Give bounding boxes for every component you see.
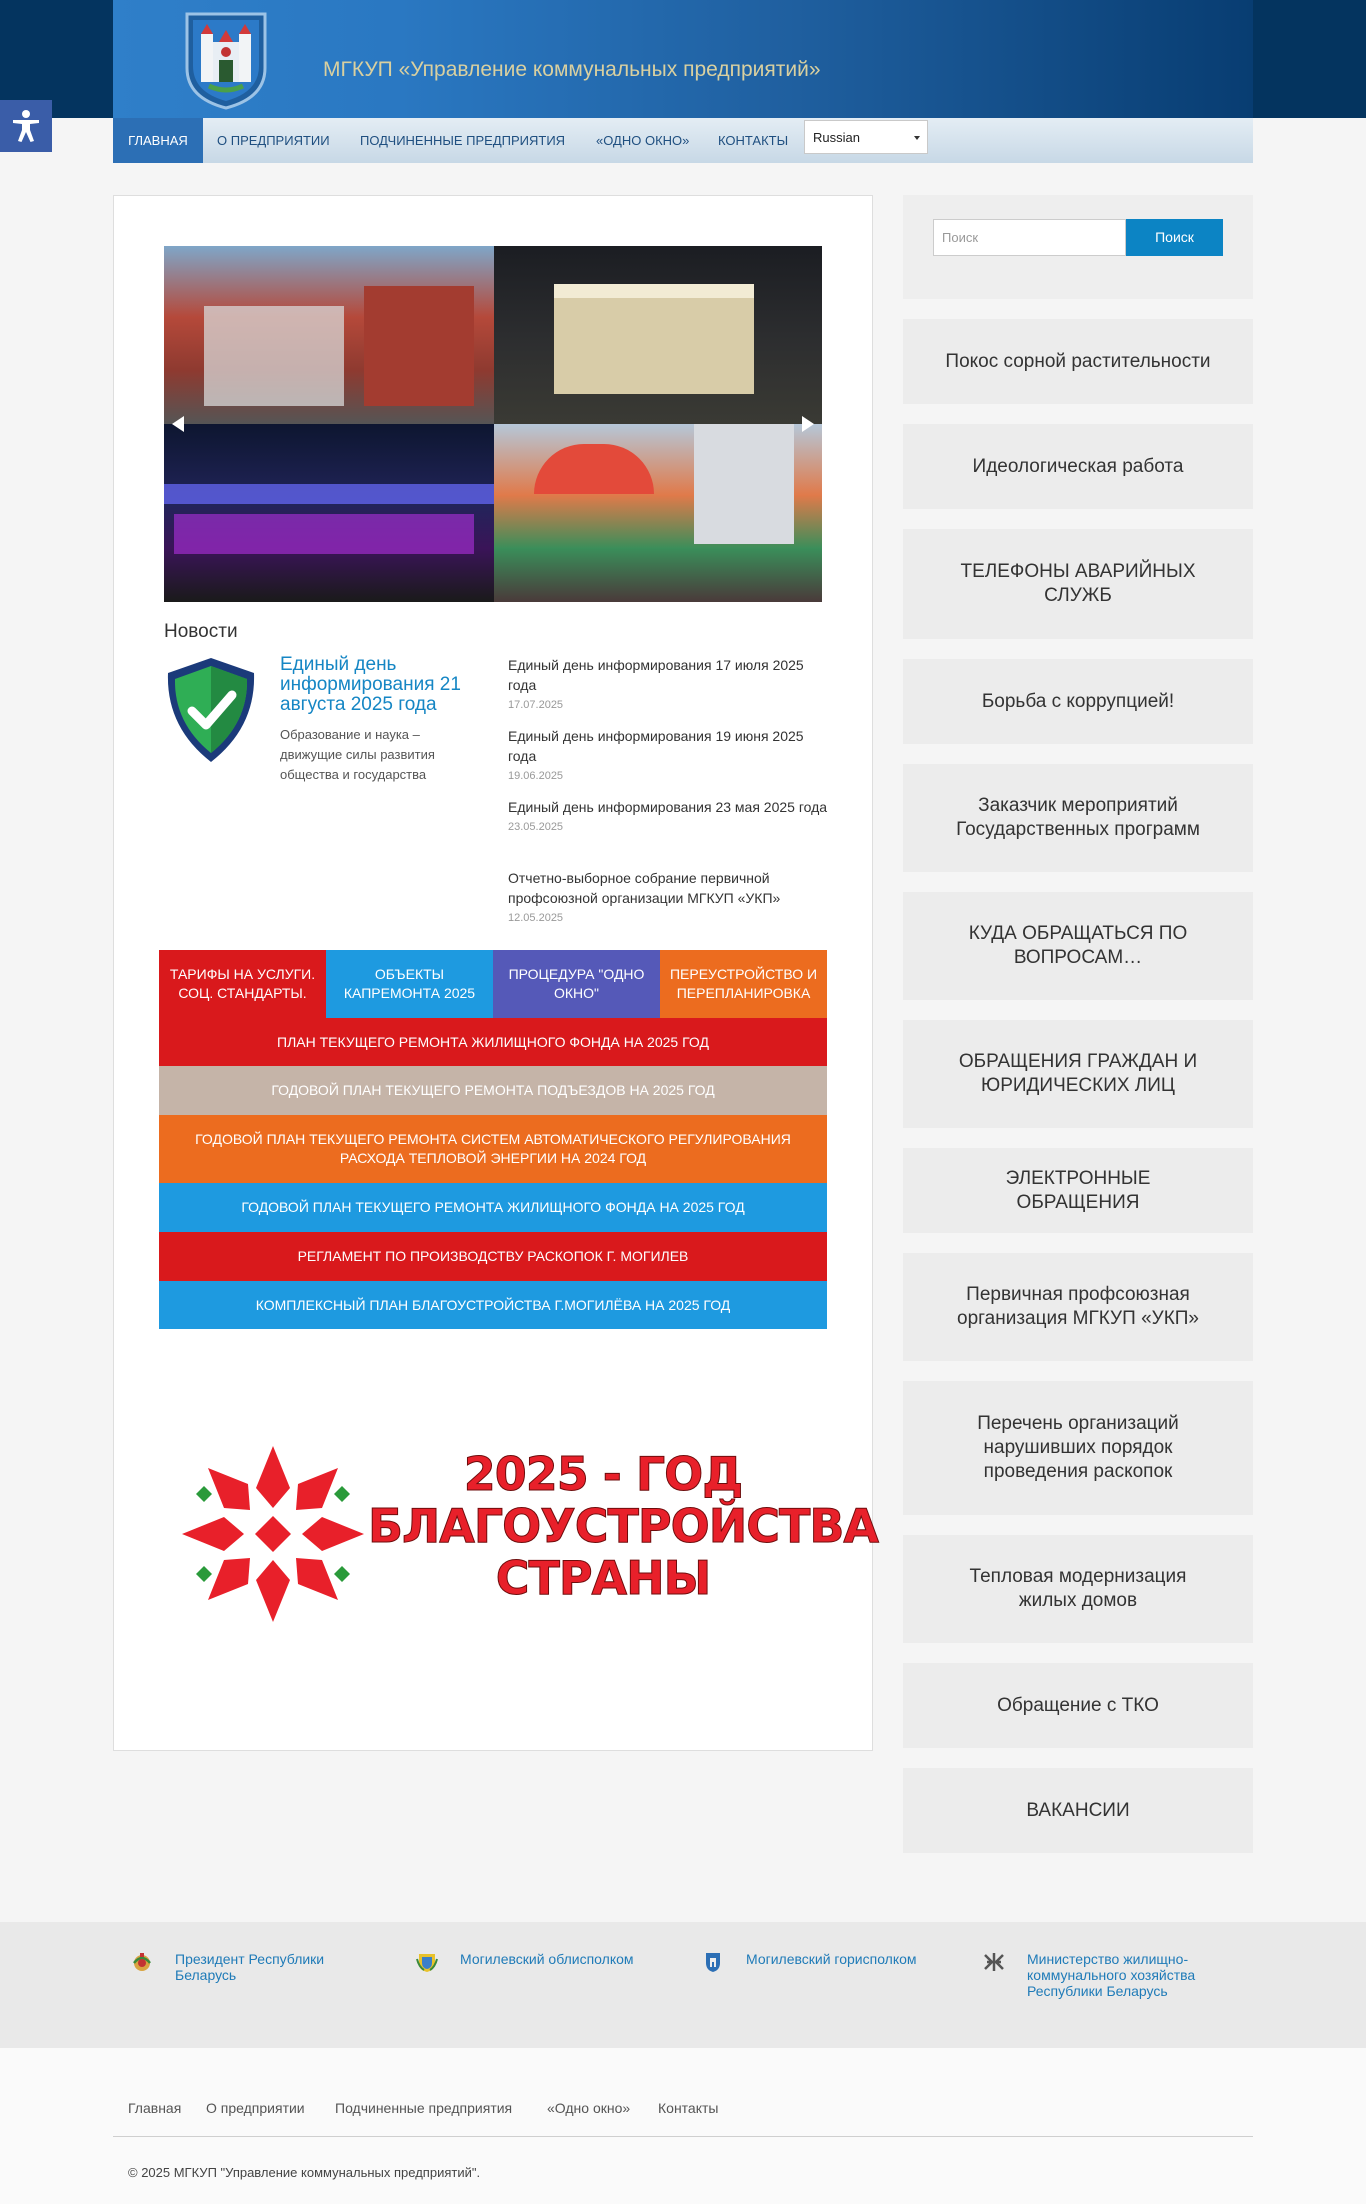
- site-header: [113, 0, 1253, 118]
- city-coat-of-arms-icon[interactable]: [179, 8, 273, 110]
- sidebar-link-excavation-violators[interactable]: Перечень организаций нарушивших порядок проведения раскопок: [903, 1381, 1253, 1515]
- sidebar-link-thermal-modernization[interactable]: Тепловая модернизация жилых домов: [903, 1535, 1253, 1643]
- sidebar-link-waste-management[interactable]: Обращение с ТКО: [903, 1663, 1253, 1748]
- sidebar-link-emergency-phones[interactable]: ТЕЛЕФОНЫ АВАРИЙНЫХ СЛУЖБ: [903, 529, 1253, 639]
- main-nav: [113, 118, 1253, 163]
- banner-line-3: СТРАНЫ: [495, 1551, 711, 1605]
- news-item-date: 19.06.2025: [508, 770, 564, 782]
- slider-prev-icon[interactable]: [172, 416, 184, 432]
- news-item-title[interactable]: Единый день информирования 17 июля 2025 года: [508, 657, 804, 693]
- search-input[interactable]: Поиск: [933, 219, 1126, 256]
- news-item-date: 17.07.2025: [508, 699, 564, 711]
- news-item-title[interactable]: Отчетно-выборное собрание первичной профсоюзной организации МГКУП «УКП»: [508, 870, 781, 906]
- sidebar-search: [903, 195, 1253, 299]
- bar-excavation-regulation[interactable]: РЕГЛАМЕНТ ПО ПРОИЗВОДСТВУ РАСКОПОК Г. МОГИЛЕВ: [159, 1232, 827, 1281]
- news-item[interactable]: [508, 868, 828, 925]
- news-item[interactable]: [508, 726, 828, 783]
- bar-improvement-plan[interactable]: КОМПЛЕКСНЫЙ ПЛАН БЛАГОУСТРОЙСТВА Г.МОГИЛЁВА НА 2025 ГОД: [159, 1281, 827, 1329]
- news-item-date: 23.05.2025: [508, 821, 564, 833]
- slider-next-icon[interactable]: [802, 416, 814, 432]
- external-link-city-executive[interactable]: [702, 1951, 952, 1973]
- banner-line-1: 2025 - ГОД: [463, 1447, 743, 1501]
- news-item-title[interactable]: Единый день информирования 23 мая 2025 года: [508, 799, 828, 815]
- external-link-label[interactable]: Могилевский горисполком: [746, 1951, 917, 1967]
- sidebar-link-electronic-appeals[interactable]: ЭЛЕКТРОННЫЕ ОБРАЩЕНИЯ: [903, 1148, 1253, 1233]
- sidebar-link-state-programs[interactable]: Заказчик мероприятий Государственных программ: [903, 764, 1253, 872]
- site-title[interactable]: МГКУП «Управление коммунальных предприятий»: [323, 58, 821, 81]
- nav-item-contacts[interactable]: КОНТАКТЫ: [718, 133, 789, 148]
- sidebar-link-citizen-appeals[interactable]: ОБРАЩЕНИЯ ГРАЖДАН И ЮРИДИЧЕСКИХ ЛИЦ: [903, 1020, 1253, 1128]
- featured-news-title[interactable]: Единый день информирования 21 августа 2025 года: [280, 654, 461, 715]
- featured-news-text: Образование и наука – движущие силы развития общества и государства: [280, 727, 435, 782]
- news-item[interactable]: [508, 655, 828, 712]
- sidebar-link-where-to-apply[interactable]: КУДА ОБРАЩАТЬСЯ ПО ВОПРОСАМ…: [903, 892, 1253, 1000]
- footer-link-contacts[interactable]: Контакты: [658, 2100, 719, 2116]
- external-link-label[interactable]: Могилевский облисполком: [460, 1951, 634, 1967]
- sidebar-link-trade-union[interactable]: Первичная профсоюзная организация МГКУП «УКП»: [903, 1253, 1253, 1361]
- tile-redevelopment[interactable]: ПЕРЕУСТРОЙСТВО И ПЕРЕПЛАНИРОВКА: [660, 950, 827, 1018]
- bar-annual-housing-repair-plan[interactable]: ГОДОВОЙ ПЛАН ТЕКУЩЕГО РЕМОНТА ЖИЛИЩНОГО ФОНДА НА 2025 ГОД: [159, 1183, 827, 1232]
- belarusian-ornament-icon: [178, 1438, 368, 1630]
- nav-item-about[interactable]: О ПРЕДПРИЯТИИ: [217, 133, 330, 148]
- accessibility-button[interactable]: [0, 100, 52, 152]
- footer-link-subsidiaries[interactable]: Подчиненные предприятия: [335, 2100, 513, 2116]
- sidebar-link-ideology[interactable]: Идеологическая работа: [903, 424, 1253, 509]
- nav-item-home[interactable]: ГЛАВНАЯ: [113, 118, 203, 163]
- footer-link-home[interactable]: Главная: [128, 2100, 182, 2116]
- news-item-title[interactable]: Единый день информирования 19 июня 2025 года: [508, 728, 804, 764]
- footer-divider: [113, 2136, 1253, 2137]
- slide-photo-playground: [494, 424, 822, 602]
- news-item-date: 12.05.2025: [508, 912, 564, 924]
- ministry-logo-icon: [983, 1951, 1005, 1973]
- copyright: © 2025 МГКУП "Управление коммунальных предприятий".: [128, 2165, 481, 2180]
- accessibility-icon: [8, 108, 44, 144]
- external-link-ministry[interactable]: [983, 1951, 1233, 1999]
- national-emblem-icon: [131, 1951, 153, 1973]
- footer: [0, 2048, 1366, 2204]
- slide-photo-night-building: [494, 246, 822, 424]
- tile-capital-repair[interactable]: ОБЪЕКТЫ КАПРЕМОНТА 2025: [326, 950, 493, 1018]
- bar-housing-repair-plan[interactable]: ПЛАН ТЕКУЩЕГО РЕМОНТА ЖИЛИЩНОГО ФОНДА НА 2025 ГОД: [159, 1018, 827, 1066]
- shield-check-icon[interactable]: [164, 655, 258, 765]
- search-button[interactable]: Поиск: [1126, 219, 1223, 256]
- nav-item-one-window[interactable]: «ОДНО ОКНО»: [596, 133, 690, 148]
- external-link-regional-executive[interactable]: [416, 1951, 666, 1973]
- banner-line-2: БЛАГОУСТРОЙСТВА: [368, 1499, 879, 1553]
- chevron-down-icon: [914, 136, 920, 140]
- sidebar-link-vacancies[interactable]: ВАКАНСИИ: [903, 1768, 1253, 1853]
- bar-heat-regulation-plan[interactable]: ГОДОВОЙ ПЛАН ТЕКУЩЕГО РЕМОНТА СИСТЕМ АВТОМАТИЧЕСКОГО РЕГУЛИРОВАНИЯ РАСХОДА ТЕПЛОВОЙ ЭНЕРГИИ НА 2024 ГОД: [159, 1115, 827, 1183]
- slide-photo-bridge: [164, 424, 494, 602]
- external-link-label[interactable]: Министерство жилищно-коммунального хозяйства Республики Беларусь: [1027, 1951, 1196, 1999]
- footer-link-one-window[interactable]: «Одно окно»: [547, 2100, 631, 2116]
- language-select-value: Russian: [813, 130, 860, 145]
- news-heading: Новости: [164, 621, 238, 642]
- footer-link-about[interactable]: О предприятии: [206, 2100, 305, 2116]
- photo-slider[interactable]: [164, 246, 822, 602]
- sidebar-link-anti-corruption[interactable]: Борьба с коррупцией!: [903, 659, 1253, 744]
- language-select[interactable]: [804, 120, 928, 154]
- sidebar-link-weed-mowing[interactable]: Покос сорной растительности: [903, 319, 1253, 404]
- region-emblem-icon: [416, 1951, 438, 1973]
- news-item[interactable]: [508, 797, 828, 834]
- nav-item-subsidiaries[interactable]: ПОДЧИНЕННЫЕ ПРЕДПРИЯТИЯ: [360, 133, 566, 148]
- slide-photo-pharmacy: [164, 246, 494, 424]
- external-link-label[interactable]: Президент Республики Беларусь: [175, 1951, 325, 1983]
- city-emblem-icon: [702, 1951, 724, 1973]
- year-of-improvement-banner[interactable]: [178, 1438, 879, 1630]
- tile-one-window[interactable]: ПРОЦЕДУРА "ОДНО ОКНО": [493, 950, 660, 1018]
- external-link-president[interactable]: [131, 1951, 361, 1983]
- tile-tariffs[interactable]: ТАРИФЫ НА УСЛУГИ. СОЦ. СТАНДАРТЫ.: [159, 950, 326, 1018]
- bar-entrance-repair-plan[interactable]: ГОДОВОЙ ПЛАН ТЕКУЩЕГО РЕМОНТА ПОДЪЕЗДОВ НА 2025 ГОД: [159, 1066, 827, 1115]
